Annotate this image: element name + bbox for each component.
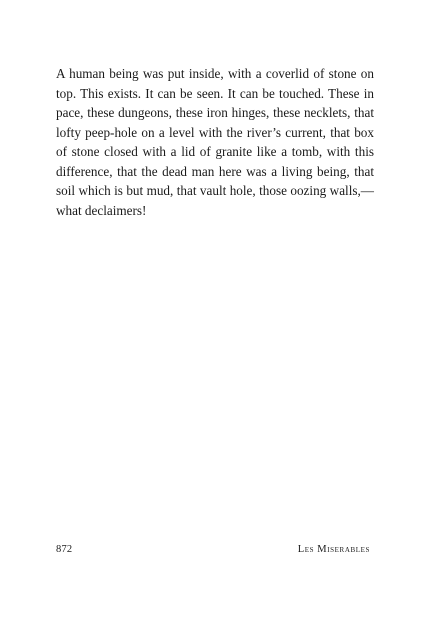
- running-head: Les Miserables: [297, 544, 370, 555]
- page-footer: [56, 544, 370, 560]
- page-number: 872: [56, 544, 73, 555]
- body-paragraph: A human being was put inside, with a coverlid of stone on top. This exists. It can be seen. It can be touched. These in pace, these dungeons, these iron hinges, these necklets, that lofty peep-hole on a level with the river’s current, that box of stone closed with a lid of granite like a tomb, with this difference, that the dead man here was a living being, that soil which is but mud, that vault hole, those oozing walls,—what declaimers!: [56, 66, 374, 218]
